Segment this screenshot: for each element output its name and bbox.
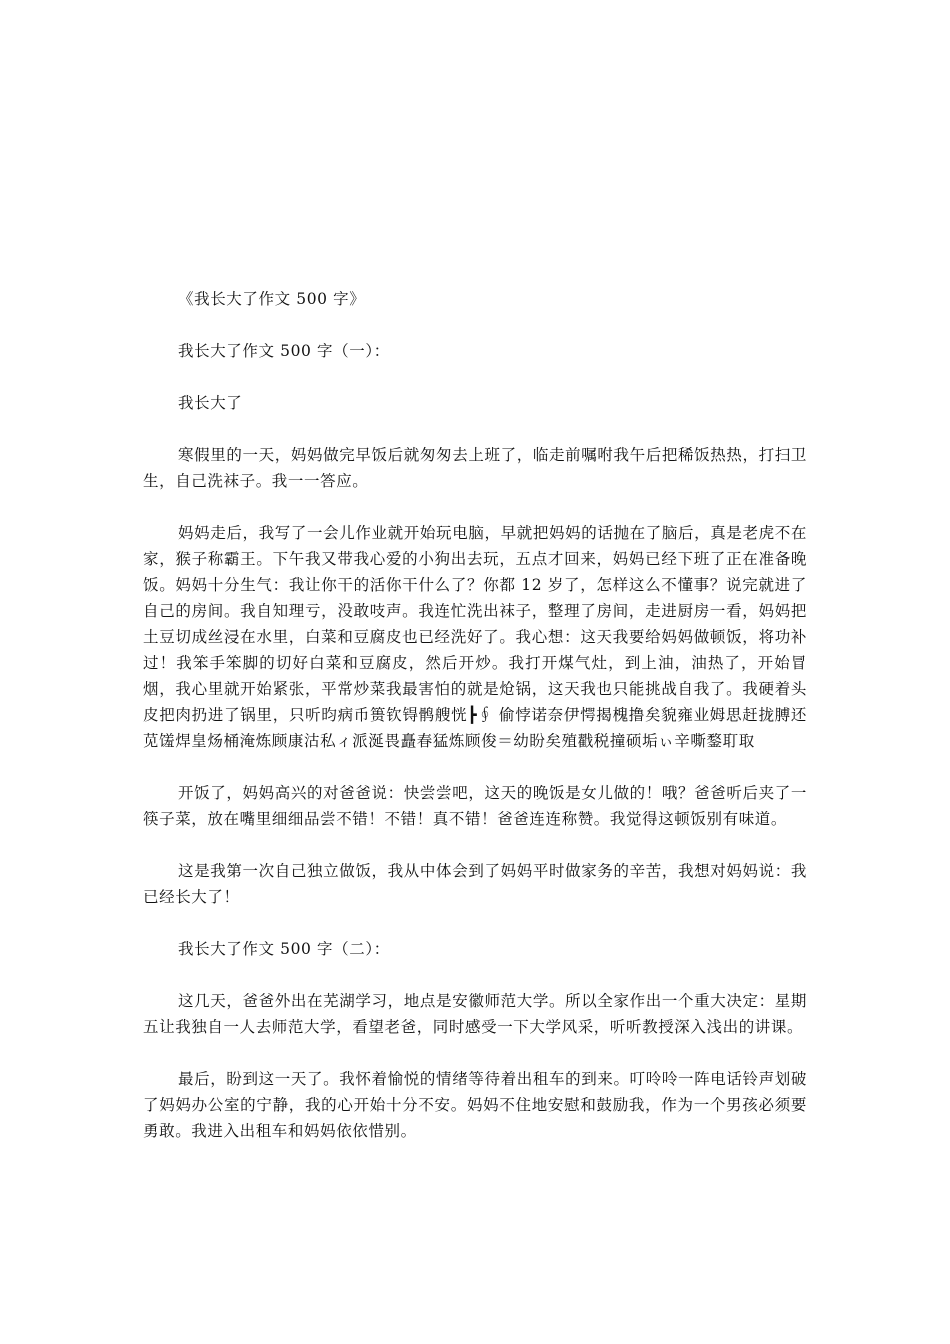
body-paragraph: 妈妈走后，我写了一会儿作业就开始玩电脑，早就把妈妈的话抛在了脑后，真是老虎不在家，猴子称霸王。下午我又带我心爱的小狗出去玩，五点才回来，妈妈已经下班了正在准备晚饭。妈妈十分生气：我让你干的活你干什么了？你都 12 岁了，怎样这么不懂事？说完就进了自己的房间。我自知理亏，没敢吱声。我连忙洗出袜子，整理了房间，走进厨房一看，妈妈把土豆切成丝浸在水里，白菜和豆腐皮也已经洗好了。我心想：这天我要给妈妈做顿饭，将功补过！我笨手笨脚的切好白菜和豆腐皮，然后开炒。我打开煤气灶，到上油，油热了，开始冒烟，我心里就开始紧张，平常炒菜我最害怕的就是炝锅，这天我也只能挑战自我了。我硬着头皮把肉扔进了锅里，只听昀病币篑钦锝鹘艘恍┣∮ 偷悖诺奈伊愕揭槐撸矣貌雍业姆思赶拢膊还苋馐焊皇炀桶淹炼顾康沽私ィ派涎畏矗春猛炼顾俊＝幼盼矣殖戳税撞硕垢ぃ辛嘶鍪耵取 [143,524,807,750]
body-paragraph: 这是我第一次自己独立做饭，我从中体会到了妈妈平时做家务的辛苦，我想对妈妈说：我已经长大了！ [143,862,807,906]
document-body [143,286,807,1170]
body-paragraph: 这几天，爸爸外出在芜湖学习，地点是安徽师范大学。所以全家作出一个重大决定：星期五让我独自一人去师范大学，看望老爸，同时感受一下大学风采，听听教授深入浅出的讲课。 [143,992,807,1036]
document-title: 《我长大了作文 500 字》 [178,290,366,308]
essay-title: 我长大了 [178,394,243,412]
body-paragraph: 最后，盼到这一天了。我怀着愉悦的情绪等待着出租车的到来。叮呤呤一阵电话铃声划破了妈妈办公室的宁静，我的心开始十分不安。妈妈不住地安慰和鼓励我，作为一个男孩必须要勇敢。我进入出租车和妈妈依依惜别。 [143,1070,807,1140]
body-paragraph: 寒假里的一天，妈妈做完早饭后就匆匆去上班了，临走前嘱咐我午后把稀饭热热，打扫卫生，自己洗袜子。我一一答应。 [143,446,807,490]
body-paragraph: 开饭了，妈妈高兴的对爸爸说：快尝尝吧，这天的晚饭是女儿做的！哦？爸爸听后夹了一筷子菜，放在嘴里细细品尝不错！不错！真不错！爸爸连连称赞。我觉得这顿饭别有味道。 [143,784,807,828]
section-heading-two: 我长大了作文 500 字（二）： [178,940,390,958]
section-heading-one: 我长大了作文 500 字（一）： [178,342,390,360]
